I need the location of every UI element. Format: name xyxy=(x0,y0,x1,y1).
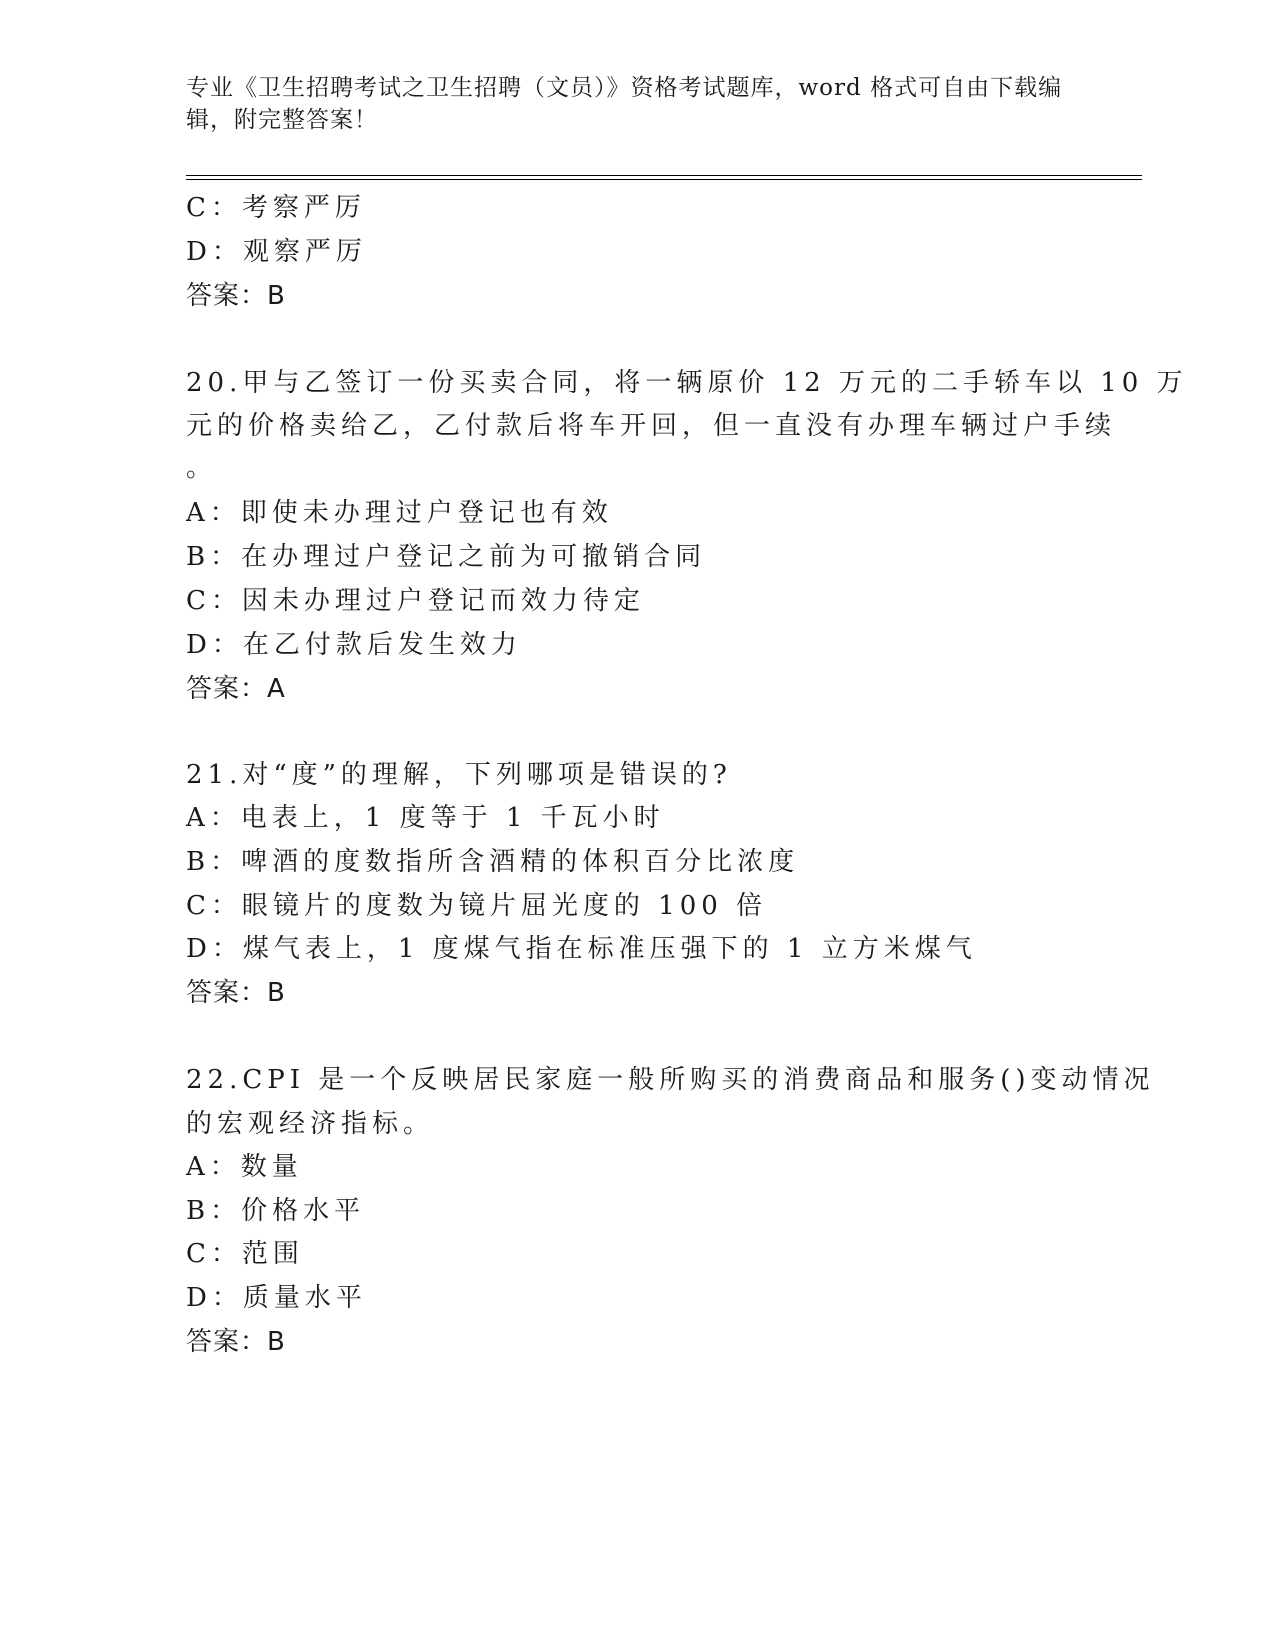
q20-stem-line-3: 。 xyxy=(186,453,218,483)
q19-option-d: D：观察严厉 xyxy=(186,237,367,267)
header-rule-top xyxy=(186,175,1142,176)
q21-answer: 答案：B xyxy=(186,978,286,1008)
q22-option-c: C：范围 xyxy=(186,1239,304,1269)
q21-option-b: B：啤酒的度数指所含酒精的体积百分比浓度 xyxy=(186,847,800,877)
header-rule-bottom xyxy=(186,179,1142,180)
q20-answer: 答案：A xyxy=(186,674,286,704)
q19-option-c: C：考察严厉 xyxy=(186,193,366,223)
q22-stem-line-1: 22.CPI 是一个反映居民家庭一般所购买的消费商品和服务()变动情况 xyxy=(186,1065,1155,1095)
q21-option-c: C：眼镜片的度数为镜片屈光度的 100 倍 xyxy=(186,891,768,921)
q22-option-d: D：质量水平 xyxy=(186,1283,367,1313)
q20-option-a: A：即使未办理过户登记也有效 xyxy=(186,498,613,528)
q20-stem-line-2: 元的价格卖给乙，乙付款后将车开回，但一直没有办理车辆过户手续 xyxy=(186,411,1117,441)
q22-answer: 答案：B xyxy=(186,1327,286,1357)
q20-option-d: D：在乙付款后发生效力 xyxy=(186,630,522,660)
page-header: 专业《卫生招聘考试之卫生招聘（文员）》资格考试题库，word 格式可自由下载编辑，附完整答案！ xyxy=(186,75,1063,133)
q21-option-d: D：煤气表上，1 度煤气指在标准压强下的 1 立方米煤气 xyxy=(186,934,977,964)
q20-option-b: B：在办理过户登记之前为可撤销合同 xyxy=(186,542,707,572)
q20-stem-line-1: 20.甲与乙签订一份买卖合同，将一辆原价 12 万元的二手轿车以 10 万 xyxy=(186,368,1188,398)
q21-option-a: A：电表上，1 度等于 1 千瓦小时 xyxy=(186,803,665,833)
q22-stem-line-2: 的宏观经济指标。 xyxy=(186,1109,435,1139)
q22-option-b: B：价格水平 xyxy=(186,1196,366,1226)
q21-stem-line-1: 21.对“度”的理解，下列哪项是错误的? xyxy=(186,760,732,790)
q20-option-c: C：因未办理过户登记而效力待定 xyxy=(186,586,645,616)
q22-option-a: A：数量 xyxy=(186,1152,303,1182)
q19-answer: 答案：B xyxy=(186,281,286,311)
